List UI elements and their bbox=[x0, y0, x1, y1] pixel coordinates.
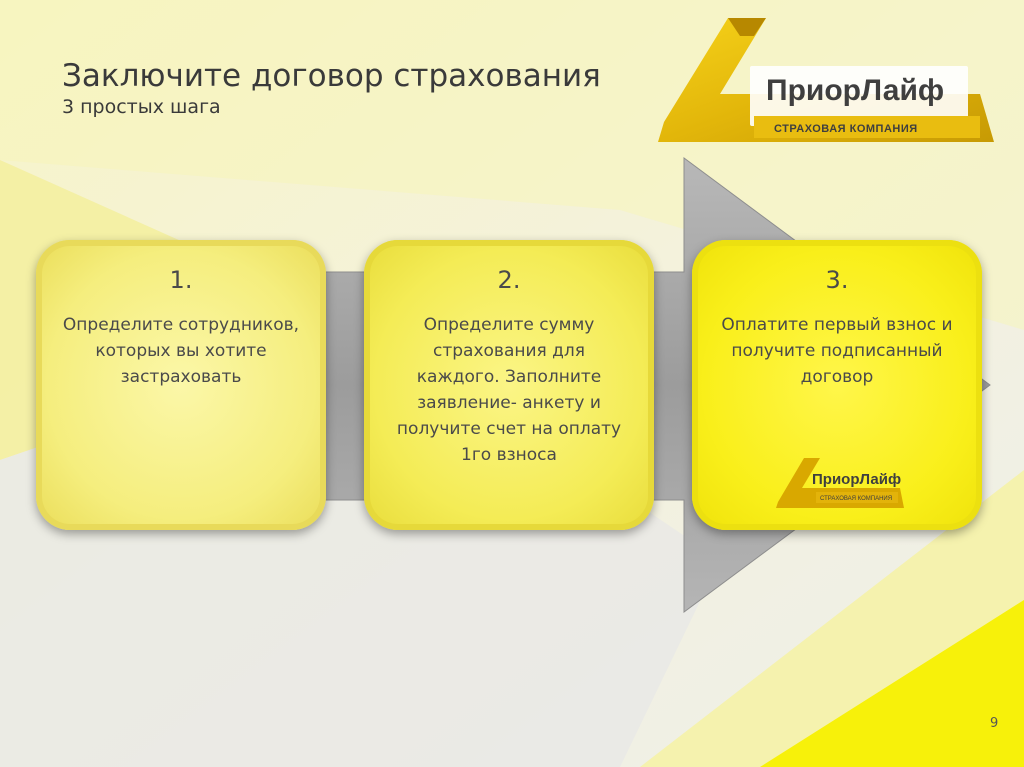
priorlife-logo-small bbox=[776, 454, 906, 510]
svg-text:ПриорЛайф: ПриорЛайф bbox=[766, 74, 945, 107]
step-text: Оплатите первый взнос и получите подписанный договор bbox=[721, 315, 953, 387]
svg-text:СТРАХОВАЯ КОМПАНИЯ: СТРАХОВАЯ КОМПАНИЯ bbox=[774, 123, 918, 135]
step-number: 2. bbox=[497, 266, 521, 294]
slide-subtitle: 3 простых шага bbox=[62, 96, 221, 118]
page-number: 9 bbox=[990, 716, 999, 731]
slide-title: Заключите договор страхования bbox=[62, 58, 601, 94]
svg-text:ПриорЛайф: ПриорЛайф bbox=[812, 471, 902, 488]
step-card-1 bbox=[36, 240, 326, 530]
priorlife-logo bbox=[658, 18, 994, 142]
step-number: 3. bbox=[825, 266, 849, 294]
step-number: 1. bbox=[169, 266, 193, 294]
step-text: Определите сотрудников, которых вы хотите застраховать bbox=[62, 315, 300, 387]
svg-text:СТРАХОВАЯ КОМПАНИЯ: СТРАХОВАЯ КОМПАНИЯ bbox=[820, 496, 893, 502]
step-card-2 bbox=[364, 240, 654, 530]
step-text: Определите сумму страхования для каждого. Заполните заявление- анкету и получите счет на оплату 1го взноса bbox=[396, 315, 622, 465]
